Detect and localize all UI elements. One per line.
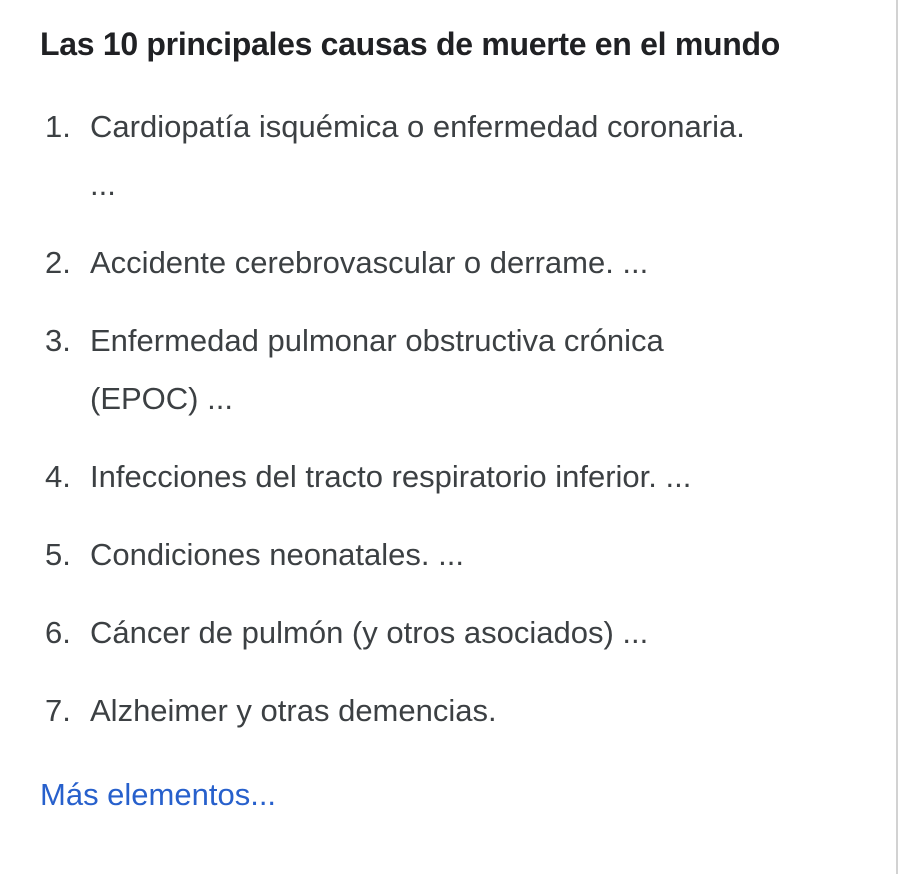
list-item-content [90, 234, 840, 292]
list-item-number: 6. [45, 615, 71, 650]
list-item-text: Alzheimer y otras demencias. [90, 693, 497, 728]
list-item-content [90, 604, 840, 662]
list-item-text: ... [90, 167, 116, 202]
list-item-number: 2. [45, 245, 71, 280]
list-item-number: 4. [45, 459, 71, 494]
list-item-text: Cáncer de pulmón (y otros asociados) ... [90, 615, 649, 650]
list-item [45, 312, 840, 428]
list-item-number: 5. [45, 537, 71, 572]
causes-list [40, 98, 840, 740]
list-item [45, 98, 840, 214]
list-item-content [90, 312, 840, 428]
list-item-text: Accidente cerebrovascular o derrame. ... [90, 245, 649, 280]
list-item-number: 7. [45, 693, 71, 728]
list-item [45, 448, 840, 506]
more-items-link[interactable]: Más elementos... [40, 777, 277, 812]
list-item-text: Cardiopatía isquémica o enfermedad coronaria. [90, 109, 745, 144]
list-item-number: 3. [45, 323, 71, 358]
list-item-text: (EPOC) ... [90, 381, 233, 416]
list-item [45, 604, 840, 662]
list-item [45, 234, 840, 292]
right-divider [896, 0, 898, 874]
list-item-content [90, 448, 840, 506]
list-item-text: Condiciones neonatales. ... [90, 537, 464, 572]
list-item-text: Infecciones del tracto respiratorio inferior. ... [90, 459, 692, 494]
snippet-title: Las 10 principales causas de muerte en el mundo [40, 26, 780, 62]
list-item-text: Enfermedad pulmonar obstructiva crónica [90, 323, 664, 358]
list-item [45, 682, 840, 740]
list-item-content [90, 682, 840, 740]
list-item-content [90, 98, 840, 214]
list-item-content [90, 526, 840, 584]
list-item [45, 526, 840, 584]
list-item-number: 1. [45, 109, 71, 144]
